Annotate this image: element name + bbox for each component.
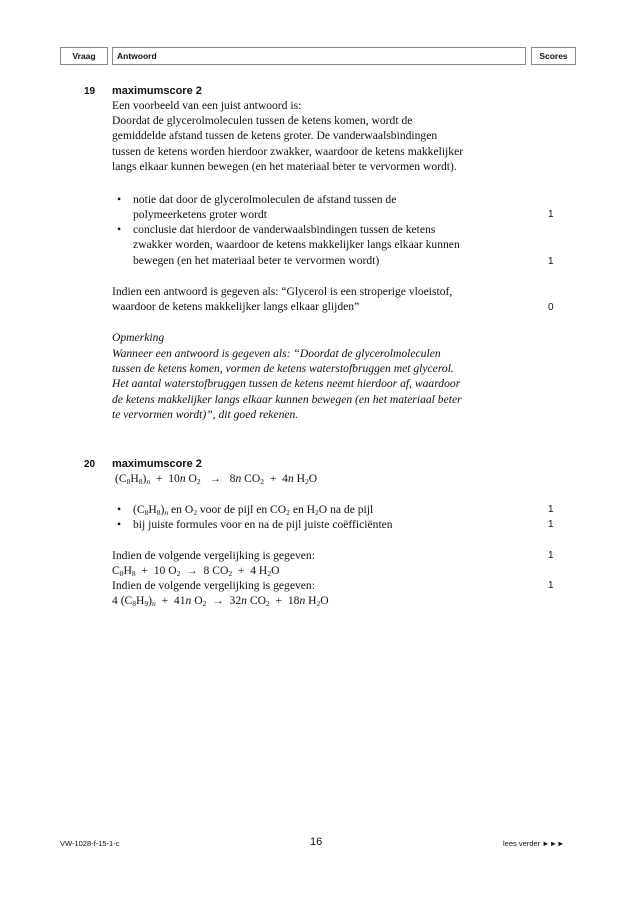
q20-indien2-score: 1: [548, 580, 554, 591]
header-antwoord: Antwoord: [112, 47, 526, 65]
bullet-icon: •: [117, 503, 122, 516]
q19-opmerking-line: de ketens makkelijker langs elkaar kunnen bewegen (en het materiaal beter: [112, 393, 462, 406]
header-vraag: Vraag: [60, 47, 108, 65]
q19-indien-score: 0: [548, 302, 554, 313]
bullet-icon: •: [117, 223, 122, 236]
question-19-number: 19: [84, 86, 96, 97]
q20-bullet2-score: 1: [548, 519, 554, 530]
q19-opmerking-line: te vervormen wordt)”, dit goed rekenen.: [112, 408, 299, 421]
question-20-number: 20: [84, 459, 96, 470]
q19-bullet1-line: polymeerketens groter wordt: [133, 208, 267, 221]
q19-bullet2-score: 1: [548, 256, 554, 267]
document-code: VW-1028-f-15-1-c: [60, 839, 120, 848]
q19-indien-line: Indien een antwoord is gegeven als: “Glycerol is een stroperige vloeistof,: [112, 285, 453, 298]
q20-bullet1: $(C_8H_8)_n$ en $O_2$ voor de pijl en $CO_2$ en $H_2O$ na de pijl: [133, 503, 374, 517]
arrow-icon: →: [209, 472, 221, 485]
q19-answer-line: Doordat de glycerolmoleculen tussen de ketens komen, wordt de: [112, 114, 413, 127]
q20-equation-2: $C_8H_8 + 10$ $O_2 \to 8$ $CO_2 + 4$ $H_2O$: [112, 564, 280, 578]
q19-opmerking-line: Het aantal waterstofbruggen tussen de ketens neemt hierdoor af, waardoor: [112, 377, 461, 390]
q20-bullet1-score: 1: [548, 504, 554, 515]
page-number: 16: [310, 836, 323, 848]
continue-label: lees verder ►►►: [503, 839, 565, 848]
q19-bullet2-line: zwakker worden, waardoor de ketens makkelijker langs elkaar kunnen: [133, 238, 460, 251]
q19-bullet2-line: conclusie dat hierdoor de vanderwaalsbindingen tussen de ketens: [133, 223, 436, 236]
q20-equation: $(C_8H_8)_n + 10n$ $O_2$ → 8n $CO_2 + 4n$ $H_2O$: [115, 472, 318, 486]
q19-answer-line: langs elkaar kunnen bewegen (en het materiaal beter te vervormen wordt).: [112, 160, 457, 173]
arrow-icon: →: [180, 564, 204, 577]
q19-opmerking-line: Wanneer een antwoord is gegeven als: “Doordat de glycerolmoleculen: [112, 347, 441, 360]
q20-bullet2: bij juiste formules voor en na de pijl juiste coëfficiënten: [133, 518, 393, 531]
arrow-icon: →: [206, 594, 230, 607]
bullet-icon: •: [117, 518, 122, 531]
q20-maxscore: maximumscore 2: [112, 458, 202, 470]
q20-indien1-score: 1: [548, 550, 554, 561]
q19-answer-line: tussen de ketens worden hierdoor zwakker, waardoor de ketens makkelijker: [112, 145, 464, 158]
q19-indien-line: waardoor de ketens makkelijker langs elkaar glijden”: [112, 300, 360, 313]
q19-answer-line: gemiddelde afstand tussen de ketens groter. De vanderwaalsbindingen: [112, 129, 438, 142]
bullet-icon: •: [117, 193, 122, 206]
q20-indien2: Indien de volgende vergelijking is gegeven:: [112, 579, 315, 592]
header-scores: Scores: [531, 47, 576, 65]
q19-intro: Een voorbeeld van een juist antwoord is:: [112, 99, 302, 112]
q19-bullet1-score: 1: [548, 209, 554, 220]
q20-equation-3: 4 $(C_8H_9)_n + 41n$ $O_2 \to 32n$ $CO_2 + 18n$ $H_2O$: [112, 594, 329, 608]
q19-bullet2-line: bewegen (en het materiaal beter te vervormen wordt): [133, 254, 380, 267]
q19-bullet1-line: notie dat door de glycerolmoleculen de afstand tussen de: [133, 193, 397, 206]
q19-maxscore: maximumscore 2: [112, 85, 202, 97]
q19-opmerking-line: tussen de ketens komen, vormen de ketens waterstofbruggen met glycerol.: [112, 362, 454, 375]
q19-opmerking-title: Opmerking: [112, 331, 165, 344]
q20-indien1: Indien de volgende vergelijking is gegeven:: [112, 549, 315, 562]
